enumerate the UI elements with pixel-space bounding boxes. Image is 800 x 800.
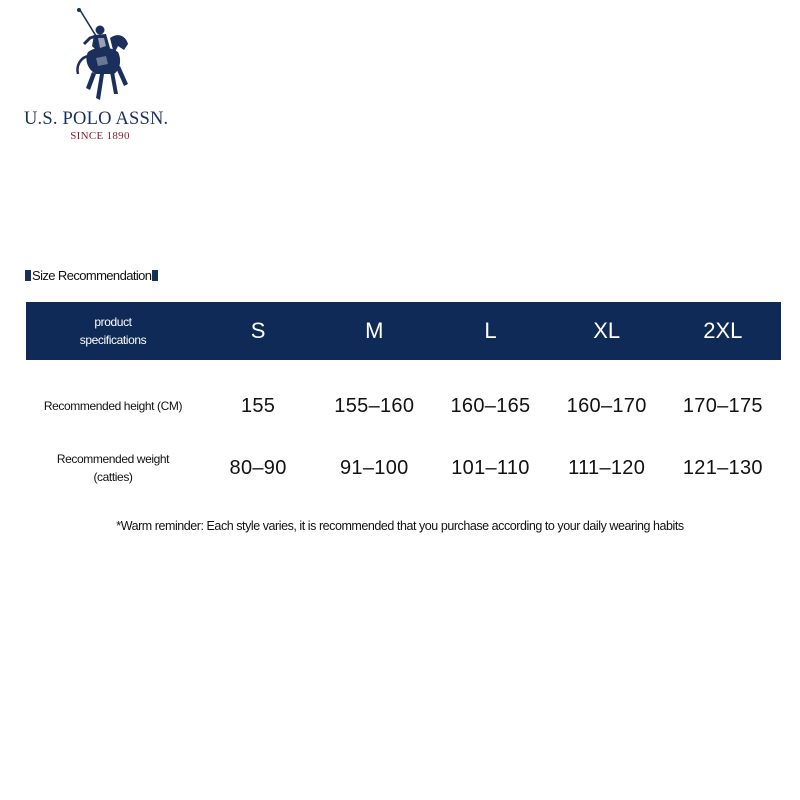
table-cell: 80–90 [229, 456, 287, 479]
section-title [24, 268, 159, 283]
row-label-weight-line1: Recommended weight [56, 452, 170, 466]
header-size-l: L [484, 318, 497, 343]
brand-name: U.S. POLO ASSN. [24, 109, 169, 129]
header-label-line1: product [94, 315, 132, 329]
header-size-2xl: 2XL [703, 318, 743, 343]
table-cell: 155 [240, 394, 276, 417]
header-label-line2: specifications [79, 333, 147, 347]
table-cell: 160–170 [566, 394, 647, 417]
header-size-xl: XL [593, 318, 621, 343]
row-label-weight-line2: (catties) [93, 470, 133, 484]
table-cell: 121–130 [682, 456, 763, 479]
section-title-text: Size Recommendation [32, 268, 152, 283]
table-header-row [26, 302, 781, 360]
table-cell: 155–160 [334, 394, 415, 417]
brand-logo [24, 8, 180, 144]
table-cell: 160–165 [450, 394, 531, 417]
title-bracket-right-icon [152, 270, 158, 281]
table-cell: 101–110 [451, 456, 530, 479]
title-bracket-left-icon [25, 270, 31, 281]
size-table [26, 302, 781, 492]
header-label [26, 313, 200, 349]
table-cell: 111–120 [568, 456, 646, 479]
row-label-weight [26, 442, 200, 486]
table-cell: 170–175 [682, 394, 763, 417]
polo-player-horse-icon [66, 8, 136, 108]
header-size-m: M [365, 318, 384, 343]
row-label-height-line1: Recommended height (CM) [43, 399, 183, 413]
table-cell: 91–100 [340, 456, 409, 479]
table-row-weight [26, 436, 781, 492]
row-label-height [26, 381, 200, 415]
warm-reminder-note: *Warm reminder: Each style varies, it is recommended that you purchase according to your daily wearing habits [116, 519, 684, 533]
brand-since: SINCE 1890 [70, 130, 130, 142]
header-size-s: S [250, 318, 266, 343]
table-row-height [26, 360, 781, 436]
